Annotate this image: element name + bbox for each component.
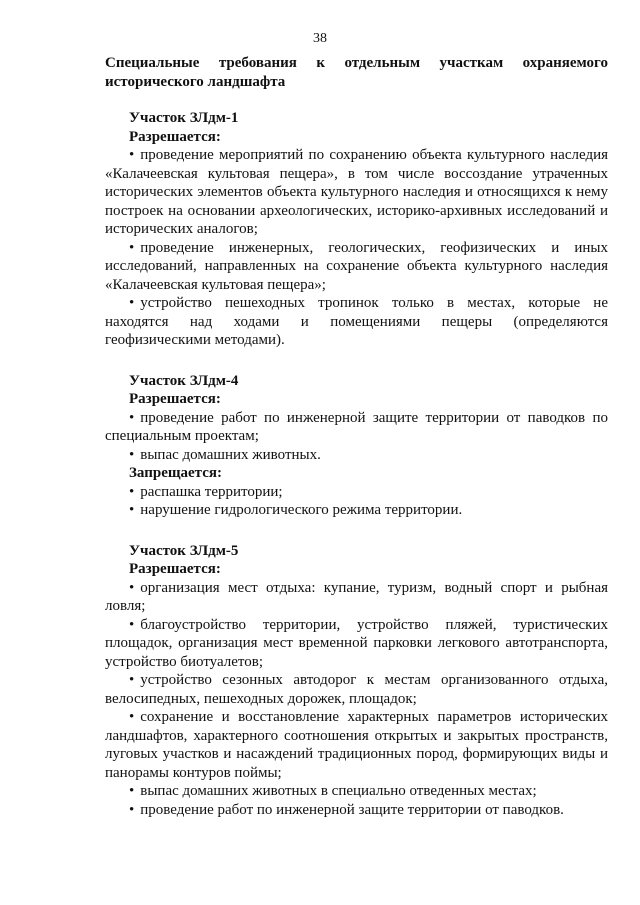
- list-item: • устройство пешеходных тропинок только в местах, которые не находятся над ходами и помещениями пещеры (определяются геофизическими методами).: [105, 295, 608, 348]
- section-zldm-1: [105, 109, 608, 350]
- list-item: • распашка территории;: [129, 483, 283, 500]
- allowed-label: Разрешается:: [129, 391, 221, 407]
- bullet-icon: •: [129, 295, 135, 311]
- bullet-icon: •: [129, 579, 135, 596]
- bullet-icon: •: [129, 709, 135, 725]
- list-item: • нарушение гидрологического режима территории.: [129, 502, 463, 518]
- bullet-icon: •: [129, 446, 135, 463]
- section-heading: Участок ЗЛдм-1: [129, 110, 239, 126]
- document-body: [105, 54, 608, 819]
- list-item: • проведение инженерных, геологических, геофизических и иных исследований, направленных на сохранение объекта культурного наследия «Калачеевская культовая пещера»;: [105, 239, 608, 293]
- list-item: • проведение работ по инженерной защите территории от паводков.: [129, 801, 564, 818]
- allowed-label: Разрешается:: [129, 128, 221, 145]
- section-heading: Участок ЗЛдм-4: [129, 372, 239, 389]
- bullet-icon: •: [129, 483, 135, 500]
- document-title: Специальные требования к отдельным участкам охраняемого исторического ландшафта: [105, 55, 608, 90]
- list-item: • благоустройство территории, устройство пляжей, туристических площадок, организация мест временной парковки легкового автотранспорта, устройство биотуалетов;: [105, 616, 608, 670]
- allowed-label: Разрешается:: [129, 561, 221, 577]
- section-zldm-5: [105, 542, 608, 820]
- list-item: • проведение мероприятий по сохранению объекта культурного наследия «Калачеевская культовая пещера», в том числе воссоздание утраченных исторических элементов объекта культурного наследия и относящихся к нему построек на основании археологических, историко-архивных исследований и исторических аналогов;: [105, 147, 608, 237]
- section-zldm-4: [105, 372, 608, 520]
- bullet-icon: •: [129, 783, 135, 799]
- bullet-icon: •: [129, 409, 135, 426]
- list-item: • проведение работ по инженерной защите территории от паводков по специальным проектам;: [105, 409, 608, 444]
- list-item: • выпас домашних животных в специально отведенных местах;: [129, 783, 537, 799]
- bullet-icon: •: [129, 239, 135, 256]
- list-item: • организация мест отдыха: купание, туризм, водный спорт и рыбная ловля;: [105, 579, 608, 614]
- page-number: 38: [313, 31, 327, 46]
- list-item: • устройство сезонных автодорог к местам организованного отдыха, велосипедных, пешеходных дорожек, площадок;: [105, 672, 608, 707]
- bullet-icon: •: [129, 147, 135, 163]
- bullet-icon: •: [129, 801, 135, 818]
- list-item: • сохранение и восстановление характерных параметров исторических ландшафтов, характерного соотношения открытых и закрытых пространств, луговых участков и насаждений традиционных пород, формирующих виды и панорамы контуров поймы;: [105, 709, 608, 781]
- section-heading: Участок ЗЛдм-5: [129, 542, 239, 559]
- bullet-icon: •: [129, 616, 135, 633]
- bullet-icon: •: [129, 502, 135, 518]
- bullet-icon: •: [129, 672, 135, 688]
- forbidden-label: Запрещается:: [129, 465, 223, 481]
- list-item: • выпас домашних животных.: [129, 446, 321, 463]
